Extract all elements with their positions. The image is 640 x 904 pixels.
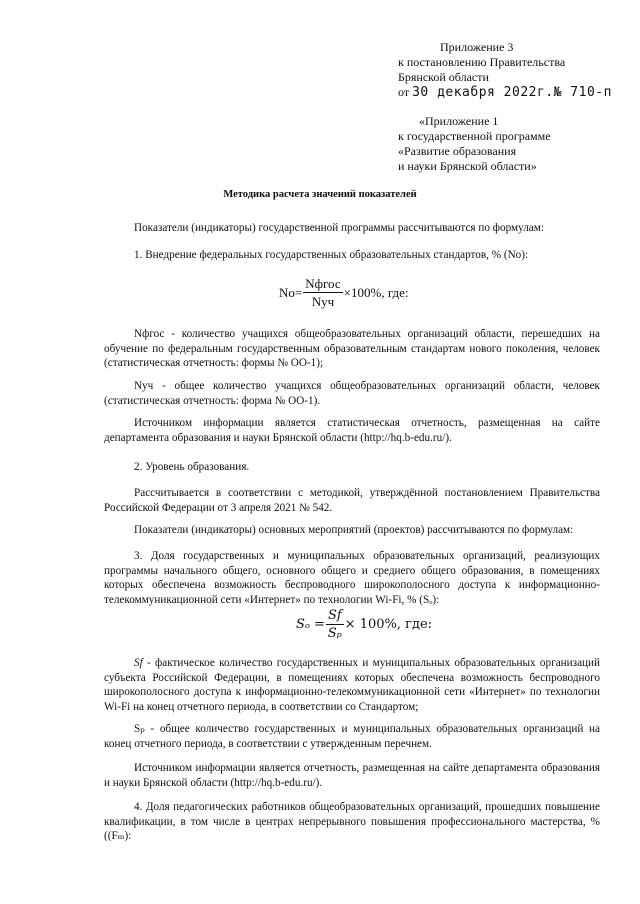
- formula-no-lhs: No=: [279, 284, 303, 300]
- date-prefix: от: [398, 85, 410, 99]
- formula-no-numerator: Nфгос: [305, 276, 341, 291]
- resolution-line: к постановлению Правительства: [398, 55, 566, 69]
- appendix-line: Приложение 3: [440, 40, 514, 54]
- formula-so-rhs: × 100%, где:: [344, 617, 433, 632]
- intro-text: Показатели (индикаторы) государственной программы рассчитываются по формулам:: [134, 222, 544, 234]
- formula-so-denominator: Sₚ: [327, 626, 342, 641]
- def-sp: Sₚ - общее количество государственных и муниципальных образовательных организаций на конец отчетного периода, в соответствии с утвержденным перечнем.: [104, 723, 600, 750]
- item3-heading: 3. Доля государственных и муниципальных образовательных организаций, реализующих программы начального общего, основного общего и среднего общего образования, в помещениях которых обеспечена возможность беспроводного широкополосного доступа к информационно-телекоммуникационной сети «Интернет» по технологии Wi-Fi, % (Sₒ):: [104, 550, 600, 606]
- program-line: к государственной программе: [398, 129, 551, 143]
- program-name-1: «Развитие образования: [398, 144, 517, 158]
- formula-no-rhs: ×100%, где:: [343, 284, 409, 300]
- item2-heading: 2. Уровень образования.: [134, 461, 250, 473]
- item1-heading: 1. Внедрение федеральных государственных образовательных стандартов, % (No):: [134, 249, 529, 261]
- def-nfgos: Nфгос - количество учащихся общеобразовательных организаций области, перешедших на обучение по федеральным государственным образовательным стандартам нового поколения, человек (статистическая отчетность: формы № ОО-1);: [104, 328, 600, 369]
- formula-so: [296, 608, 432, 641]
- program-name-2: и науки Брянской области»: [398, 159, 537, 173]
- handwritten-date: 30 декабря 2022г.№ 710-п: [412, 85, 612, 100]
- formula-so-numerator: Sf: [327, 608, 342, 623]
- formula-so-fraction: [326, 608, 344, 641]
- intro2-text: Показатели (индикаторы) основных мероприятий (проектов) рассчитываются по формулам:: [134, 524, 574, 536]
- def-sf-text: - фактическое количество государственных и муниципальных образовательных организаций субъекта Российской Федерации, в помещениях которых обеспечена возможность беспроводного широкополосного доступа к информационно-телекоммуникационной сети «Интернет» по технологии Wi-Fi на конец отчетного периода, в соответствии со Стандартом;: [104, 657, 600, 713]
- item3-source: Источником информации является отчетность, размещенная на сайте департамента образования и науки Брянской области (http://hq.b-edu.ru/).: [104, 762, 600, 789]
- def-sf-symbol: Sf: [134, 657, 143, 669]
- item4-heading: 4. Доля педагогических работников общеобразовательных организаций, прошедших повышение квалификации, в том числе в центрах непрерывного повышения профессионального мастерства, % ((Fₘ):: [104, 801, 600, 842]
- formula-no: [279, 276, 409, 309]
- formula-so-lhs: Sₒ =: [296, 617, 325, 632]
- date-line: [398, 85, 612, 100]
- region-line: Брянской области: [398, 70, 489, 84]
- item1-source: Источником информации является статистическая отчетность, размещенная на сайте департамента образования и науки Брянской области (http://hq.b-edu.ru/).: [104, 417, 600, 444]
- formula-no-fraction: [303, 276, 342, 309]
- page-title: Методика расчета значений показателей: [223, 189, 417, 200]
- item2-text: Рассчитывается в соответствии с методикой, утверждённой постановлением Правительства Российской Федерации от 3 апреля 2021 № 542.: [104, 487, 600, 514]
- appendix1-line: «Приложение 1: [419, 114, 499, 128]
- formula-no-denominator: Nуч: [311, 294, 335, 309]
- def-sf: [104, 656, 600, 714]
- def-nuch: Nуч - общее количество учащихся общеобразовательных организаций области, человек (статистическая отчетность: форма № ОО-1).: [104, 380, 600, 407]
